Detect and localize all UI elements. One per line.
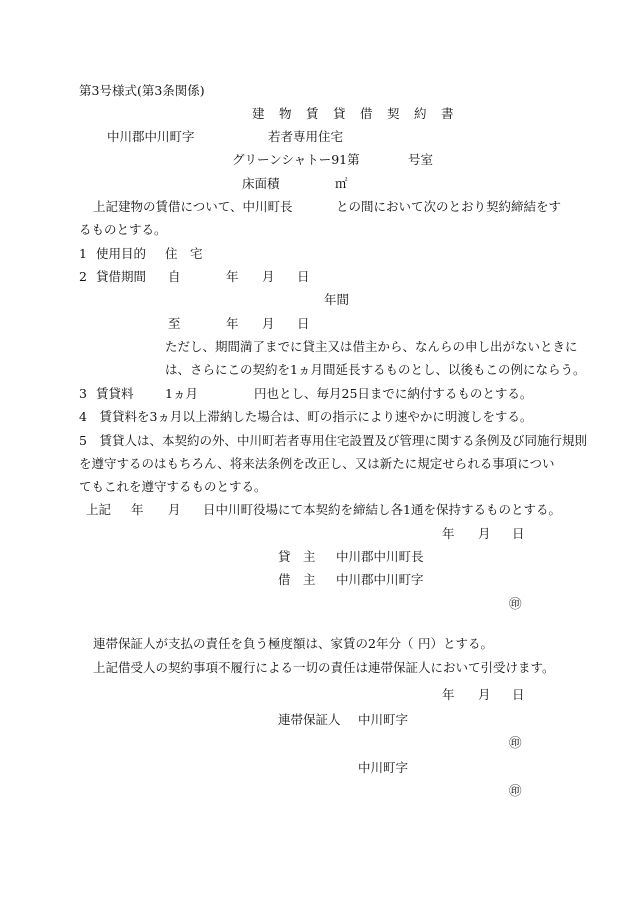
closing-year: 年 <box>131 502 144 517</box>
guarantor-address-1: 中川町字 <box>358 712 409 727</box>
sign-date-month: 月 <box>478 526 491 541</box>
guarantor-statement: 上記借受人の契約事項不履行による一切の責任は連帯保証人において引受けます。 <box>93 660 555 675</box>
floor-area-label: 床面積 <box>242 176 280 191</box>
intro-line2: るものとする。 <box>79 222 167 237</box>
form-number: 第3号様式(第3条関係) <box>79 83 205 98</box>
guarantor-address-2: 中川町字 <box>358 760 409 775</box>
clause-5-line-2: を遵守するのはもちろん、将来法条例を改正し、又は新たに規定せられる事項につい <box>79 456 555 471</box>
property-address: 中川郡中川町字 <box>107 129 195 144</box>
guarantor-date-month: 月 <box>478 687 491 702</box>
lessee-seal: ㊞ <box>509 596 522 611</box>
clause-2-years: 年間 <box>324 292 350 307</box>
clause-3-label: 賃貸料 <box>96 386 134 401</box>
clause-1-label: 使用目的 <box>96 246 147 261</box>
clause-2-from-day: 日 <box>297 269 310 284</box>
clause-2-note-2: は、さらにこの契約を1ヵ月間延長するものとし、以後もこの例にならう。 <box>165 362 586 377</box>
clause-2-to: 至 <box>168 316 181 331</box>
clause-5-line-3: てもこれを遵守するものとする。 <box>79 479 267 494</box>
closing-prefix: 上記 <box>86 502 112 517</box>
clause-3-period: 1ヵ月 <box>165 386 198 401</box>
clause-1-value: 住 宅 <box>165 246 203 261</box>
lessor-label: 貸 主 <box>278 549 316 564</box>
intro-line1-a: 上記建物の賃借について、中川町長 <box>93 199 293 214</box>
clause-3-number: 3 <box>79 386 87 401</box>
sign-date-day: 日 <box>512 526 525 541</box>
guarantor-seal-2: ㊞ <box>509 783 522 798</box>
clause-2-number: 2 <box>79 269 87 284</box>
clause-2-to-day: 日 <box>297 316 310 331</box>
intro-line1-b: との間において次のとおり契約締結をす <box>336 199 562 214</box>
lessee-value: 中川郡中川町字 <box>336 572 424 587</box>
guarantor-limit-a: 連帯保証人が支払の責任を負う極度額は、家賃の2年分（ <box>93 636 414 651</box>
guarantor-label: 連帯保証人 <box>278 712 341 727</box>
sign-date-year: 年 <box>442 526 455 541</box>
clause-3-text: 円也とし、毎月25日までに納付するものとする。 <box>254 386 533 401</box>
document-title: 建 物 賃 貸 借 契 約 書 <box>252 106 455 121</box>
clause-2-label: 貸借期間 <box>96 269 147 284</box>
lessor-value: 中川郡中川町長 <box>336 549 424 564</box>
clause-2-note-1: ただし、期間満了までに貸主又は借主から、なんらの申し出がないときに <box>165 339 578 354</box>
clause-2-to-year: 年 <box>226 316 239 331</box>
guarantor-date-year: 年 <box>442 687 455 702</box>
property-name: 若者専用住宅 <box>268 129 344 144</box>
clause-2-to-month: 月 <box>262 316 275 331</box>
clause-2-from-month: 月 <box>262 269 275 284</box>
guarantor-date-day: 日 <box>512 687 525 702</box>
closing-text: 日中川町役場にて本契約を締結し各1通を保持するものとする。 <box>203 502 561 517</box>
clause-5-line-1: 5 賃貸人は、本契約の外、中川町若者専用住宅設置及び管理に関する条例及び同施行規則 <box>79 433 587 448</box>
floor-area-unit: ㎡ <box>335 176 348 191</box>
guarantor-limit-b: 円）とする。 <box>418 636 494 651</box>
property-room: 号室 <box>408 152 434 167</box>
clause-4-text: 4 賃貸料を3ヵ月以上滞納した場合は、町の指示により速やかに明渡しをする。 <box>79 409 533 424</box>
guarantor-seal-1: ㊞ <box>509 735 522 750</box>
clause-1-number: 1 <box>79 246 87 261</box>
property-building: グリーンシャトー91第 <box>232 152 360 167</box>
clause-2-from: 自 <box>168 269 181 284</box>
clause-2-from-year: 年 <box>226 269 239 284</box>
closing-month: 月 <box>168 502 181 517</box>
lessee-label: 借 主 <box>278 572 316 587</box>
